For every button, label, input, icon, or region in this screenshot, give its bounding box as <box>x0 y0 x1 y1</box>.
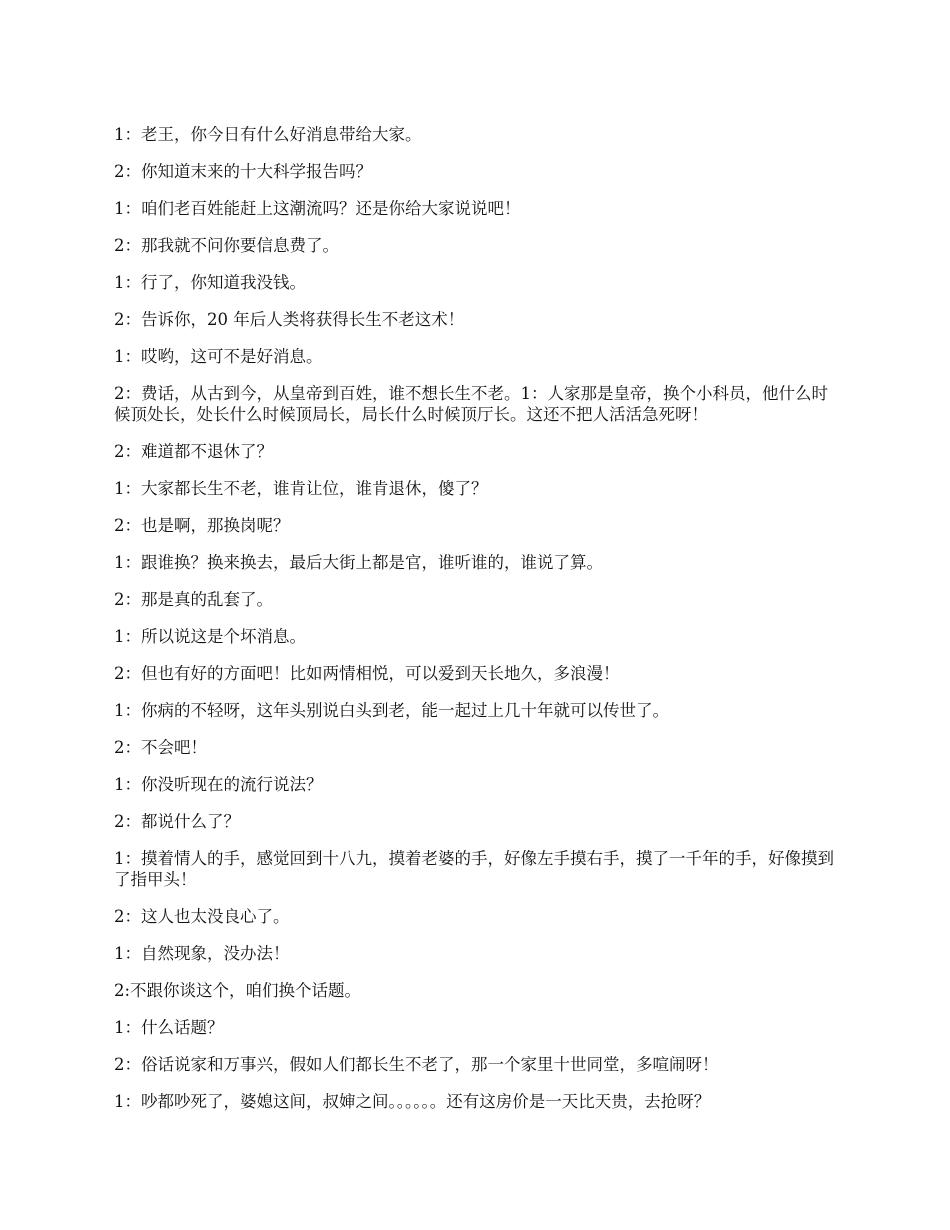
dialogue-line: 2：那我就不问你要信息费了。 <box>114 236 339 255</box>
dialogue-line: 1：自然现象，没办法！ <box>114 944 290 963</box>
dialogue-line: 2：这人也太没良心了。 <box>114 907 290 926</box>
dialogue-line: 1：行了，你知道我没钱。 <box>114 273 306 292</box>
dialogue-text <box>114 124 840 1128</box>
dialogue-line: 2：难道都不退休了？ <box>114 442 273 461</box>
dialogue-line: 1：大家都长生不老，谁肯让位，谁肯退休，傻了？ <box>114 479 488 498</box>
dialogue-line: 2:不跟你谈这个，咱们换个话题。 <box>114 981 362 1000</box>
dialogue-line: 1：吵都吵死了，婆媳这间，叔婶之间。。。。。。还有这房价是一天比天贵，去抢呀？ <box>114 1092 711 1111</box>
dialogue-line: 2：也是啊，那换岗呢？ <box>114 516 290 535</box>
dialogue-line: 2：都说什么了？ <box>114 812 240 831</box>
dialogue-line: 2：费话，从古到今，从皇帝到百姓，谁不想长生不老。1：人家那是皇帝，换个小科员，他什么时候顶处长，处长什么时候顶局长，局长什么时候顶厅长。这还不把人活活急死呀！ <box>114 384 828 424</box>
dialogue-line: 1：你没听现在的流行说法？ <box>114 775 323 794</box>
dialogue-line: 2：俗话说家和万事兴，假如人们都长生不老了，那一个家里十世同堂，多喧闹呀！ <box>114 1055 719 1074</box>
dialogue-line: 1：摸着情人的手，感觉回到十八九，摸着老婆的手，好像左手摸右手，摸了一千年的手，好像摸到了指甲头！ <box>114 849 834 889</box>
dialogue-line: 1：所以说这是个坏消息。 <box>114 627 306 646</box>
dialogue-line: 1：咱们老百姓能赶上这潮流吗？还是你给大家说说吧！ <box>114 199 521 218</box>
dialogue-line: 2：但也有好的方面吧！比如两情相悦，可以爱到天长地久，多浪漫！ <box>114 664 620 683</box>
dialogue-line: 1：哎哟，这可不是好消息。 <box>114 347 323 366</box>
dialogue-line: 2：不会吧！ <box>114 738 207 757</box>
dialogue-line: 1：老王，你今日有什么好消息带给大家。 <box>114 125 422 144</box>
dialogue-line: 2：那是真的乱套了。 <box>114 590 273 609</box>
dialogue-line: 2：你知道末来的十大科学报告吗？ <box>114 162 372 181</box>
dialogue-line: 1：什么话题？ <box>114 1018 224 1037</box>
dialogue-line: 1：你病的不轻呀，这年头别说白头到老，能一起过上几十年就可以传世了。 <box>114 701 669 720</box>
dialogue-line: 1：跟谁换？换来换去，最后大街上都是官，谁听谁的，谁说了算。 <box>114 553 603 572</box>
dialogue-line: 2：告诉你，20 年后人类将获得长生不老这术！ <box>114 310 465 329</box>
